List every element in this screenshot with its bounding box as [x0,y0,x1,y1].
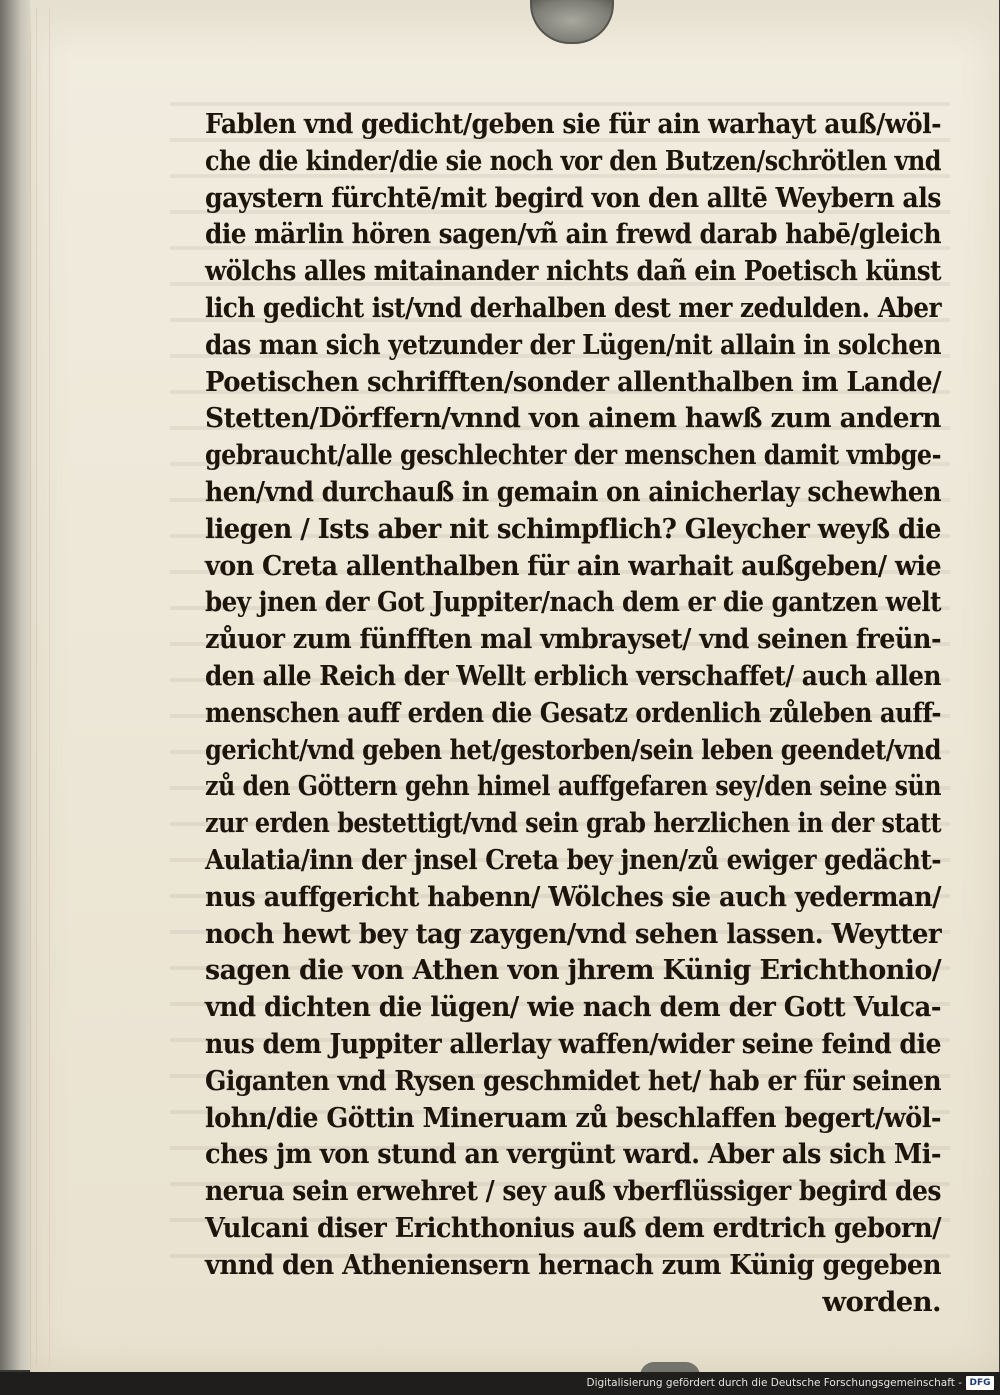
text-line: lich gedicht ist/vnd derhalben dest mer zedulden. Aber [205,291,941,324]
text-line: gaystern fürchtē/mit begird von den alltē Weybern als [205,181,941,214]
text-line: ches jm von stund an vergünt ward. Aber als sich Mi- [205,1138,941,1171]
text-line: liegen / Ists aber nit schimpflich? Gleycher weyß die [205,512,941,545]
text-line: bey jnen der Got Juppiter/nach dem er die gantzen welt [205,586,942,619]
text-line: Stetten/Dörffern/vnnd von ainem hawß zum andern [205,402,941,435]
text-line: die märlin hören sagen/vñ ain frewd darab habē/gleich [205,218,942,251]
text-line: vnnd den Atheniensern hernach zum Künig gegeben [205,1248,941,1281]
dfg-logo: DFG [966,1376,994,1390]
text-line: lohn/die Göttin Mineruam zů beschlaffen begert/wöl- [205,1101,941,1134]
text-line: hen/vnd durchauß in gemain on ainicherlay schewhen [205,475,942,508]
text-line: vnd dichten die lügen/ wie nach dem der Gott Vulca- [205,991,942,1024]
text-line: nus auffgericht habenn/ Wölches sie auch yederman/ [205,880,941,913]
text-line: menschen auff erden die Gesatz ordenlich zůleben auff- [205,696,942,729]
text-line: das man sich yetzunder der Lügen/nit allain in solchen [205,328,941,361]
page-shading [30,0,998,60]
text-line: Fablen vnd gedicht/geben sie für ain warhayt auß/wöl- [205,108,941,140]
text-line: sagen die von Athen von jhrem Künig Erichthonio/ [205,954,942,987]
text-line: Vulcani diser Erichthonius auß dem erdtrich geborn/ [205,1211,941,1244]
text-line: zur erden bestettigt/vnd sein grab herzlichen in der statt [205,807,942,840]
text-line: den alle Reich der Wellt erblich verschaffet/ auch allen [205,659,942,692]
text-line: noch hewt bey tag zaygen/vnd sehen lassen. Weytter [205,917,942,950]
page-body-text [205,106,941,1320]
text-line: che die kinder/die sie noch vor den Butzen/schrötlen vnd [205,144,941,177]
text-line: wölchs alles mitainander nichts dañ ein Poetisch künst [205,255,942,288]
text-line: nerua sein erwehret / sey auß vberflüssiger begird des [205,1175,941,1208]
footer-credit: Digitalisierung gefördert durch die Deutsche Forschungsgemeinschaft - [586,1377,962,1389]
text-line: Giganten vnd Rysen geschmidet het/ hab er für seinen [205,1064,942,1097]
text-line: worden. [822,1285,941,1318]
text-line: Aulatia/inn der jnsel Creta bey jnen/zů ewiger gedächt- [205,843,941,876]
text-line: Poetischen schrifften/sonder allenthalben im Lande/ [205,365,942,398]
text-line: gebraucht/alle geschlechter der menschen damit vmbge- [205,439,941,472]
text-line: zů den Göttern gehn himel auffgefaren sey/den seine sün [205,770,942,803]
text-line: von Creta allenthalben für ain warhait außgeben/ wie [205,549,942,582]
text-line: nus dem Juppiter allerlay waffen/wider seine feind die [205,1027,942,1060]
text-line: zůuor zum fünfften mal vmbrayset/ vnd seinen freün- [205,623,942,656]
page-edge-lines [36,8,50,1366]
text-line: gericht/vnd geben het/gestorben/sein leben geendet/vnd [205,733,941,766]
book-binding [0,0,30,1370]
